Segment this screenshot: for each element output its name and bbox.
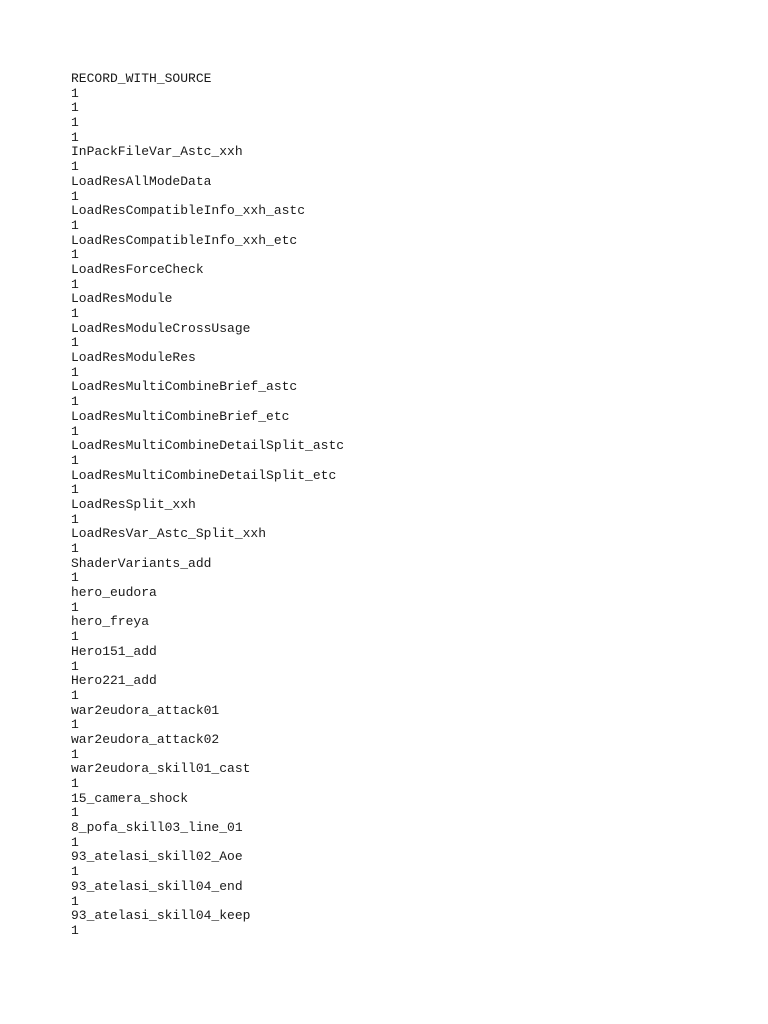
document-line: 1: [71, 746, 79, 762]
document-line: hero_freya: [71, 614, 150, 630]
document-line: war2eudora_skill01_cast: [71, 761, 251, 777]
document-line: 1: [71, 541, 79, 556]
document-line: 1: [71, 834, 79, 850]
document-line: 1: [71, 129, 79, 145]
document-line: 1: [71, 364, 79, 380]
document-line: RECORD_WITH_SOURCE: [71, 71, 212, 86]
document-line: LoadResMultiCombineBrief_etc: [71, 408, 290, 424]
document-line: 1: [71, 482, 79, 498]
document-line: LoadResForceCheck: [71, 261, 204, 277]
document-line: 1: [71, 335, 79, 351]
document-line: 93_atelasi_skill04_keep: [71, 908, 251, 924]
document-line: 1: [71, 188, 79, 204]
document-line: war2eudora_attack01: [71, 702, 220, 718]
document-line: LoadResVar_Astc_Split_xxh: [71, 526, 267, 542]
document-line: 1: [71, 922, 79, 938]
document-line: LoadResCompatibleInfo_xxh_astc: [71, 203, 306, 219]
document-line: 93_atelasi_skill04_end: [71, 878, 243, 894]
document-line: LoadResModuleCrossUsage: [71, 320, 251, 336]
document-line: 1: [71, 717, 79, 733]
document-line: 1: [71, 159, 79, 175]
document-line: LoadResAllModeData: [71, 173, 212, 189]
document-line: LoadResMultiCombineDetailSplit_astc: [71, 438, 345, 454]
document-line: 1: [71, 511, 79, 527]
document-line: [71, 953, 751, 968]
document-line: 15_camera_shock: [71, 790, 189, 806]
document-line: 1: [71, 805, 79, 821]
document-line: 93_atelasi_skill02_Aoe: [71, 849, 243, 865]
document-line: 1: [71, 423, 79, 439]
document-line: 1: [71, 864, 79, 880]
document-line: [71, 983, 751, 998]
document-line: LoadResModule: [71, 291, 173, 307]
document-line: hero_eudora: [71, 585, 157, 601]
document-line: 1: [71, 115, 79, 131]
document-line: 1: [71, 776, 79, 791]
document-line: LoadResSplit_xxh: [71, 496, 196, 512]
document-line: 1: [71, 452, 79, 468]
document-line: 1: [71, 217, 79, 233]
text-document: [71, 72, 751, 997]
document-line: InPackFileVar_Astc_xxh: [71, 144, 243, 160]
document-line: 1: [71, 629, 79, 645]
document-line: 1: [71, 85, 79, 101]
document-line: 1: [71, 306, 79, 321]
document-line: 1: [71, 893, 79, 909]
document-line: 1: [71, 276, 79, 292]
document-line: war2eudora_attack02: [71, 731, 220, 747]
document-line: 8_pofa_skill03_line_01: [71, 820, 243, 836]
document-line: [71, 968, 751, 983]
document-line: LoadResCompatibleInfo_xxh_etc: [71, 232, 298, 248]
document-line: 1: [71, 100, 79, 116]
document-line: 1: [71, 658, 79, 674]
document-line: LoadResModuleRes: [71, 350, 196, 366]
document-line: 1: [71, 394, 79, 410]
document-line: 1: [71, 687, 79, 703]
document-line: 1: [71, 247, 79, 263]
document-line: 1: [71, 599, 79, 615]
document-line: LoadResMultiCombineDetailSplit_etc: [71, 467, 337, 483]
document-line: Hero151_add: [71, 643, 157, 659]
document-line: ShaderVariants_add: [71, 555, 212, 571]
document-line: 1: [71, 570, 79, 586]
document-line: Hero221_add: [71, 673, 157, 689]
document-line: LoadResMultiCombineBrief_astc: [71, 379, 298, 395]
document-line: [71, 939, 751, 954]
